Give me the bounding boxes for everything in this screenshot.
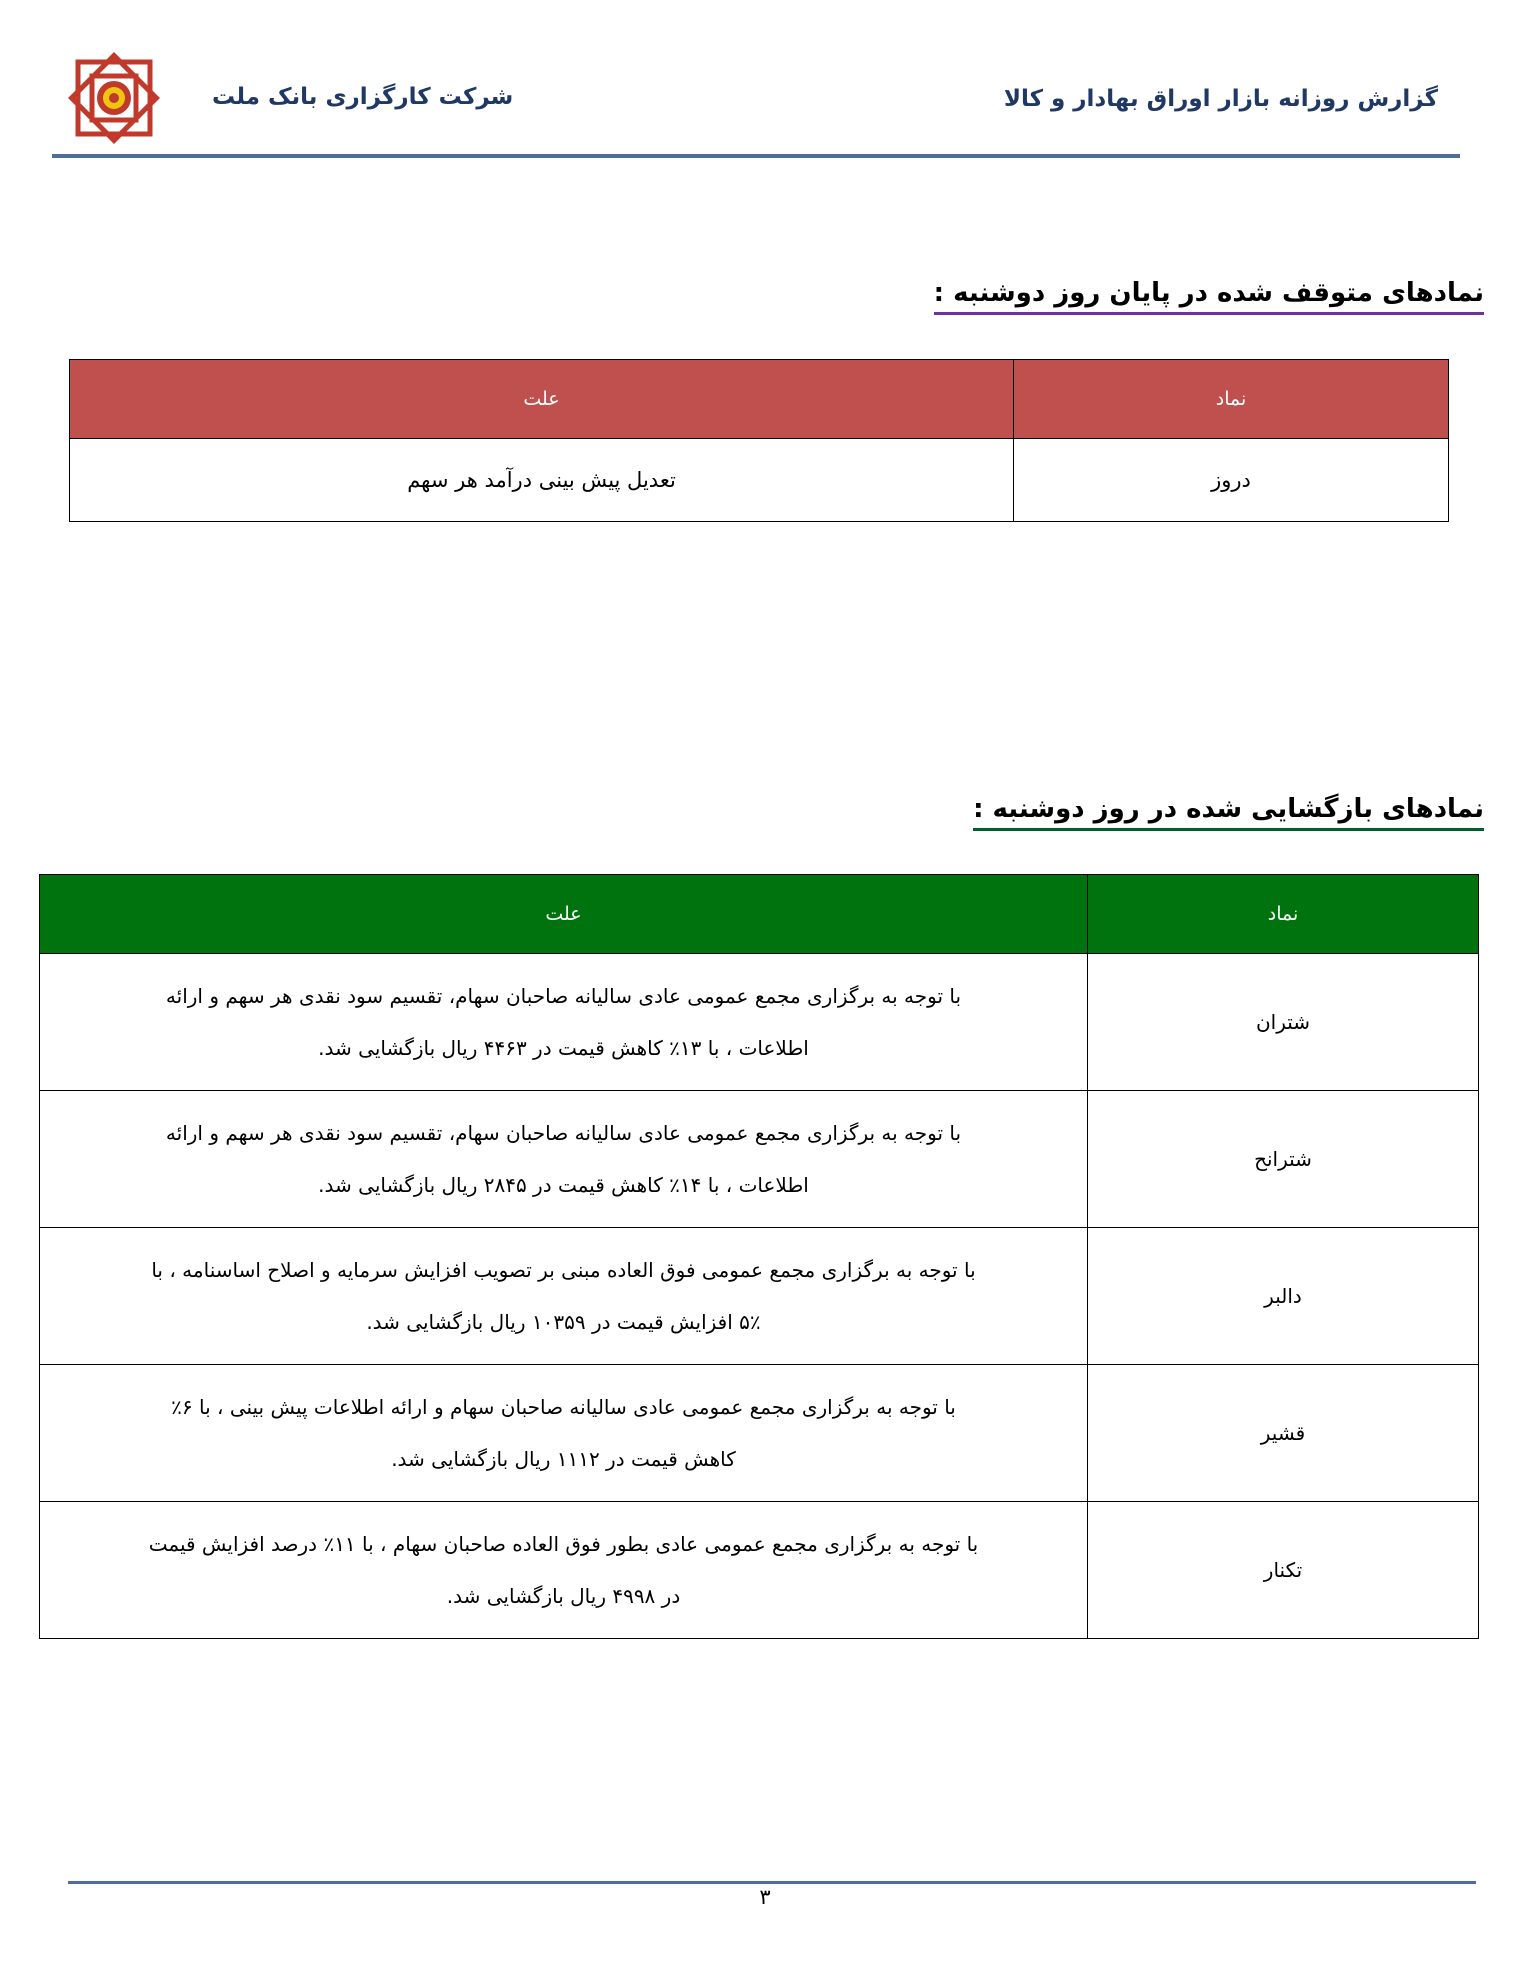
column-header-symbol: نماد xyxy=(1014,360,1449,439)
cell-reason xyxy=(40,1091,1088,1228)
company-name: شرکت کارگزاری بانک ملت xyxy=(212,84,514,110)
table-row xyxy=(40,1228,1479,1365)
resumed-table xyxy=(39,874,1479,1639)
table-row xyxy=(40,1365,1479,1502)
cell-symbol: شترانح xyxy=(1088,1091,1479,1228)
table-row xyxy=(40,1091,1479,1228)
table-row xyxy=(40,954,1479,1091)
cell-symbol: دروز xyxy=(1014,439,1449,522)
reason-line: با توجه به برگزاری مجمع عمومی عادی سالیانه صاحبان سهام و ارائه اطلاعات پیش بینی ، با ۶٪ xyxy=(171,1395,956,1419)
cell-symbol: قشیر xyxy=(1088,1365,1479,1502)
column-header-reason: علت xyxy=(40,875,1088,954)
cell-symbol: دالبر xyxy=(1088,1228,1479,1365)
report-title: گزارش روزانه بازار اوراق بهادار و کالا xyxy=(1003,86,1438,112)
reason-line: در ۴۹۹۸ ریال بازگشایی شد. xyxy=(446,1584,681,1608)
reason-line: کاهش قیمت در ۱۱۱۲ ریال بازگشایی شد. xyxy=(391,1447,736,1471)
cell-reason: تعدیل پیش بینی درآمد هر سهم xyxy=(70,439,1014,522)
bank-mellat-logo-icon xyxy=(62,46,166,150)
resumed-heading: نمادهای بازگشایی شده در روز دوشنبه : xyxy=(973,794,1484,831)
cell-symbol: شتران xyxy=(1088,954,1479,1091)
column-header-reason: علت xyxy=(70,360,1014,439)
footer-rule xyxy=(68,1881,1476,1884)
reason-line: اطلاعات ، با ۱۳٪ کاهش قیمت در ۴۴۶۳ ریال بازگشایی شد. xyxy=(318,1036,809,1060)
reason-line: با توجه به برگزاری مجمع عمومی عادی سالیانه صاحبان سهام، تقسیم سود نقدی هر سهم و ارائه xyxy=(165,1121,962,1145)
cell-reason xyxy=(40,954,1088,1091)
header-rule xyxy=(52,154,1460,158)
reason-line: با توجه به برگزاری مجمع عمومی عادی بطور فوق العاده صاحبان سهام ، با ۱۱٪ درصد افزایش قیمت xyxy=(148,1532,979,1556)
table-header-row xyxy=(40,875,1479,954)
reason-line: با توجه به برگزاری مجمع عمومی فوق العاده مبنی بر تصویب افزایش سرمایه و اصلاح اساسنامه ، با xyxy=(151,1258,976,1282)
cell-reason xyxy=(40,1365,1088,1502)
cell-reason xyxy=(40,1502,1088,1639)
table-header-row xyxy=(70,360,1449,439)
reason-line: ۵٪ افزایش قیمت در ۱۰۳۵۹ ریال بازگشایی شد. xyxy=(366,1310,761,1334)
reason-line: اطلاعات ، با ۱۴٪ کاهش قیمت در ۲۸۴۵ ریال بازگشایی شد. xyxy=(318,1173,809,1197)
reason-line: با توجه به برگزاری مجمع عمومی عادی سالیانه صاحبان سهام، تقسیم سود نقدی هر سهم و ارائه xyxy=(165,984,962,1008)
table-row xyxy=(40,1502,1479,1639)
cell-symbol: تکنار xyxy=(1088,1502,1479,1639)
table-row xyxy=(70,439,1449,522)
halted-heading: نمادهای متوقف شده در پایان روز دوشنبه : xyxy=(934,278,1484,315)
page-number: ۳ xyxy=(759,1885,771,1909)
halted-table xyxy=(69,359,1449,522)
column-header-symbol: نماد xyxy=(1088,875,1479,954)
cell-reason xyxy=(40,1228,1088,1365)
